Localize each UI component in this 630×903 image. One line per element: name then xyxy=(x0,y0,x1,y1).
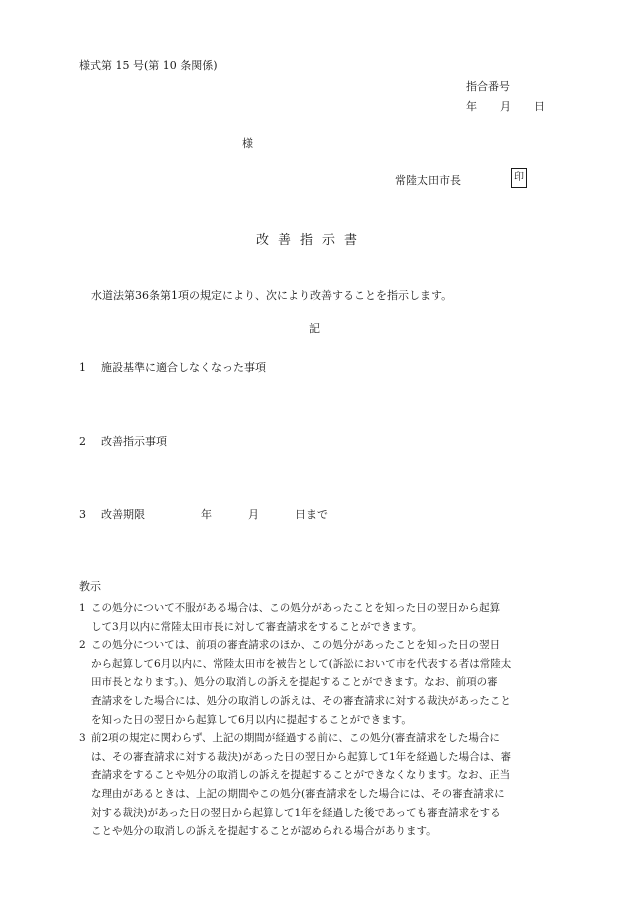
preamble: 水道法第36条第1項の規定により、次により改善することを指示します。 xyxy=(91,289,453,302)
form-number: 様式第 15 号(第 10 条関係) xyxy=(79,59,218,72)
instruction-number-label: 指合番号 xyxy=(466,80,510,93)
paragraph-line: は、その審査請求に対する裁決)があった日の翌日から起算して1年を経過した場合は、審 xyxy=(91,750,512,763)
paragraph-line: 対する裁決)があった日の翌日から起算して1年を経過した後であっても審査請求をする xyxy=(91,806,501,819)
seal-stamp: 印 xyxy=(511,168,527,188)
item-number: 3 xyxy=(79,508,86,521)
notice-paragraph xyxy=(79,636,527,729)
paragraph-line: この処分について不服がある場合は、この処分があったことを知った日の翌日から起算 xyxy=(91,602,501,614)
deadline-year: 年 xyxy=(201,508,212,521)
notice-body xyxy=(79,599,527,841)
deadline-day: 日まで xyxy=(295,508,328,521)
date-year: 年 xyxy=(466,100,477,113)
paragraph-number: 1 xyxy=(79,602,86,614)
paragraph-number: 2 xyxy=(79,639,86,652)
item-label: 施設基準に適合しなくなった事項 xyxy=(101,361,266,374)
issue-date xyxy=(466,98,545,114)
paragraph-line: この処分については、前項の審査請求のほか、この処分があったことを知った日の翌日 xyxy=(91,639,501,652)
item-3 xyxy=(79,506,328,522)
ki-heading: 記 xyxy=(309,322,320,335)
paragraph-line: 査請求をすることや処分の取消しの訴えを提起することができなくなります。なお、正当 xyxy=(91,769,511,782)
issuer-title: 常陸太田市長 xyxy=(395,174,461,187)
date-day: 日 xyxy=(534,100,545,113)
addressee-suffix: 様 xyxy=(242,137,253,150)
date-month: 月 xyxy=(500,100,511,113)
item-number: 2 xyxy=(79,435,86,448)
item-2 xyxy=(79,433,167,449)
paragraph-line: な理由があるときは、上記の期間やこの処分(審査請求をした場合には、その審査請求に xyxy=(91,787,505,800)
paragraph-line: 前2項の規定に関わらず、上記の期間が経過する前に、この処分(審査請求をした場合に xyxy=(91,732,500,745)
notice-paragraph xyxy=(79,729,527,841)
paragraph-line: から起算して6月以内に、常陸太田市を被告として(訴訟において市を代表する者は常陸太 xyxy=(91,657,512,670)
paragraph-line: ことや処分の取消しの訴えを提起することが認められる場合があります。 xyxy=(91,825,437,838)
notice-heading: 教示 xyxy=(79,580,101,593)
document-title: 改善指示書 xyxy=(256,233,367,248)
item-label: 改善期限 xyxy=(101,508,145,521)
paragraph-number: 3 xyxy=(79,732,86,745)
paragraph-line: 査請求をした場合には、処分の取消しの訴えは、その審査請求に対する裁決があったこと xyxy=(91,694,511,707)
item-number: 1 xyxy=(79,361,86,374)
deadline-month: 月 xyxy=(248,508,259,521)
paragraph-line: 田市長となります。)、処分の取消しの訴えを提起することができます。なお、前項の審 xyxy=(91,676,498,689)
notice-paragraph xyxy=(79,599,527,636)
paragraph-line: を知った日の翌日から起算して6月以内に提起することができます。 xyxy=(91,713,412,726)
paragraph-line: して3月以内に常陸太田市長に対して審査請求をすることができます。 xyxy=(91,620,423,633)
item-label: 改善指示事項 xyxy=(101,435,167,448)
item-1 xyxy=(79,359,266,375)
